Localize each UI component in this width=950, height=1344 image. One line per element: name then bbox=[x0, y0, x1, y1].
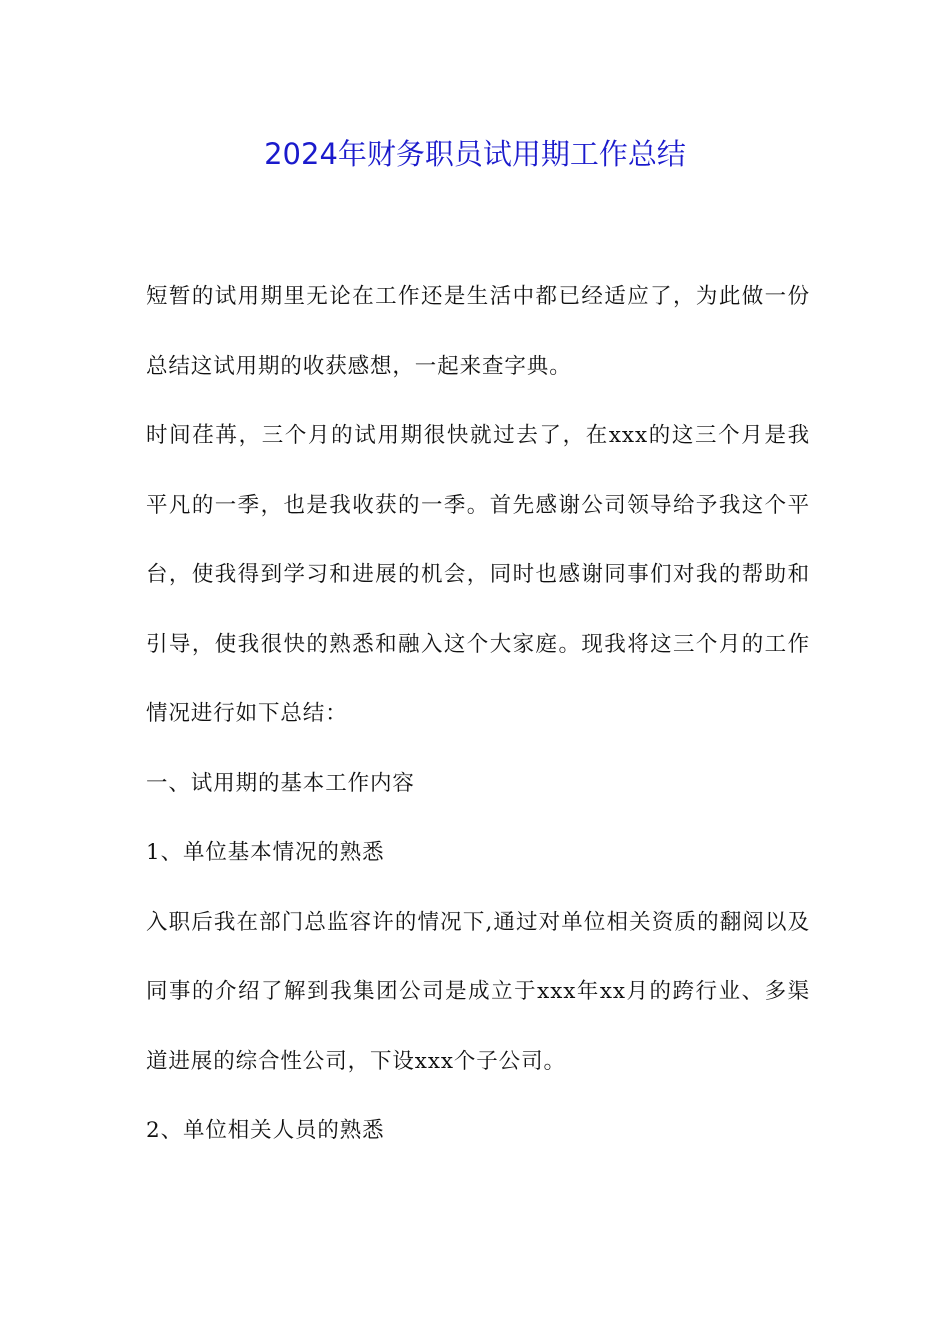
paragraph-company-info: 入职后我在部门总监容许的情况下,通过对单位相关资质的翻阅以及同事的介绍了解到我集团公司是成立于xxx年xx月的跨行业、多渠道进展的综合性公司，下设xxx个子公司。 bbox=[146, 909, 810, 1074]
subsection-heading-2: 2、单位相关人员的熟悉 bbox=[146, 1118, 385, 1143]
subsection-heading-1: 1、单位基本情况的熟悉 bbox=[146, 840, 385, 865]
paragraph-intro: 短暂的试用期里无论在工作还是生活中都已经适应了，为此做一份总结这试用期的收获感想，一起来查字典。 bbox=[146, 284, 810, 379]
document-body bbox=[146, 262, 810, 1166]
paragraph-summary: 时间荏苒，三个月的试用期很快就过去了，在xxx的这三个月是我平凡的一季，也是我收获的一季。首先感谢公司领导给予我这个平台，使我得到学习和进展的机会，同时也感谢同事们对我的帮助和引导，使我很快的熟悉和融入这个大家庭。现我将这三个月的工作情况进行如下总结： bbox=[146, 423, 810, 726]
document-title: 2024年财务职员试用期工作总结 bbox=[264, 137, 686, 171]
section-heading-1: 一、试用期的基本工作内容 bbox=[146, 770, 415, 796]
